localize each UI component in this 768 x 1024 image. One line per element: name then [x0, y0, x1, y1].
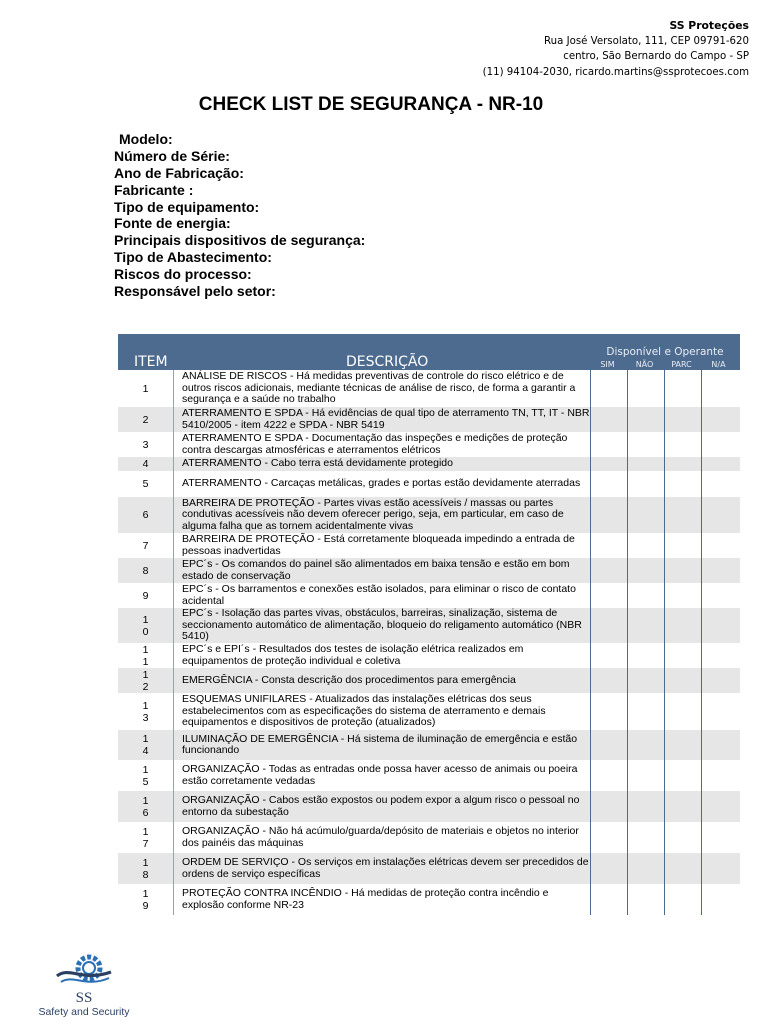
table-row	[118, 533, 740, 558]
check-cell-na[interactable]	[701, 432, 740, 457]
item-number-text: 11	[142, 643, 149, 668]
check-cell-na[interactable]	[701, 533, 740, 558]
check-cell-sim[interactable]	[590, 558, 627, 583]
item-number-text: 17	[142, 825, 149, 850]
check-cell-sim[interactable]	[590, 791, 627, 822]
table-row	[118, 497, 740, 533]
description-text: ORGANIZAÇÃO - Todas as entradas onde possa haver acesso de animais ou poeira estão corretamente vedadas	[182, 763, 578, 787]
row-item-number	[118, 853, 174, 884]
header-na: N/A	[711, 360, 726, 369]
field-numero-serie: Número de Série:	[114, 147, 230, 164]
check-cell-parc[interactable]	[664, 608, 701, 643]
check-cell-nao[interactable]	[627, 668, 664, 693]
header-item: ITEM	[134, 354, 168, 370]
company-info	[483, 18, 749, 80]
check-cell-nao[interactable]	[627, 693, 664, 730]
row-description	[174, 497, 590, 533]
description-text: ATERRAMENTO E SPDA - Há evidências de qual tipo de aterramento TN, TT, IT - NBR 5410/2005 - item 4222 e SPDA - NBR 5419	[182, 407, 590, 431]
check-cell-parc[interactable]	[664, 791, 701, 822]
check-cell-nao[interactable]	[627, 730, 664, 760]
description-text: BARREIRA DE PROTEÇÃO - Partes vivas estão acessíveis / massas ou partes condutivas acessíveis não devem oferecer perigo, seja, em particular, em caso de alguma falha que as tornem acidentalmente vivas	[182, 497, 564, 532]
check-cell-parc[interactable]	[664, 668, 701, 693]
check-cell-na[interactable]	[701, 760, 740, 791]
check-cell-sim[interactable]	[590, 533, 627, 558]
check-cell-na[interactable]	[701, 791, 740, 822]
check-cell-parc[interactable]	[664, 853, 701, 884]
check-cell-nao[interactable]	[627, 760, 664, 791]
row-description	[174, 822, 590, 853]
check-cell-nao[interactable]	[627, 853, 664, 884]
equipment-fields	[114, 131, 365, 300]
header-sim: SIM	[600, 360, 615, 369]
table-row	[118, 791, 740, 822]
row-item-number	[118, 471, 174, 497]
check-cell-na[interactable]	[701, 457, 740, 471]
description-text: EPC´s - Os barramentos e conexões estão isolados, para eliminar o risco de contato acidental	[182, 583, 576, 607]
row-item-number	[118, 791, 174, 822]
check-cell-nao[interactable]	[627, 822, 664, 853]
checklist-table	[118, 334, 740, 915]
row-item-number	[118, 497, 174, 533]
table-row	[118, 884, 740, 915]
header-parc: PARC	[671, 360, 692, 369]
description-text: ORGANIZAÇÃO - Não há acúmulo/guarda/depósito de materiais e objetos no interior dos painéis das máquinas	[182, 825, 579, 849]
check-cell-parc[interactable]	[664, 432, 701, 457]
check-cell-sim[interactable]	[590, 432, 627, 457]
row-description	[174, 471, 590, 497]
table-row	[118, 432, 740, 457]
logo-text: SS	[75, 990, 93, 1006]
row-description	[174, 407, 590, 432]
table-row	[118, 558, 740, 583]
field-ano-fabricacao: Ano de Fabricação:	[114, 164, 244, 181]
header-disponivel-operante: Disponível e Operante	[606, 346, 724, 358]
check-cell-parc[interactable]	[664, 471, 701, 497]
row-description	[174, 558, 590, 583]
item-number-text: 2	[142, 413, 149, 426]
table-row	[118, 668, 740, 693]
row-description	[174, 668, 590, 693]
check-cell-sim[interactable]	[590, 471, 627, 497]
row-description	[174, 432, 590, 457]
row-description	[174, 533, 590, 558]
check-cell-nao[interactable]	[627, 791, 664, 822]
field-responsavel-setor: Responsável pelo setor:	[114, 283, 276, 300]
gear-logo-icon	[53, 952, 115, 990]
check-cell-nao[interactable]	[627, 608, 664, 643]
description-text: EPC´s - Isolação das partes vivas, obstáculos, barreiras, sinalização, sistema de seccionamento automático de alimentação, bloqueio do religamento automático (NBR 5410)	[182, 608, 582, 643]
row-description	[174, 693, 590, 730]
check-cell-nao[interactable]	[627, 643, 664, 668]
check-cell-nao[interactable]	[627, 471, 664, 497]
check-cell-parc[interactable]	[664, 693, 701, 730]
table-header	[118, 334, 740, 370]
table-row	[118, 822, 740, 853]
description-text: ATERRAMENTO E SPDA - Documentação das inspeções e medições de proteção contra descargas atmosféricas e aterramentos elétricos	[182, 432, 568, 456]
table-row	[118, 853, 740, 884]
item-number-text: 16	[142, 794, 149, 819]
row-item-number	[118, 730, 174, 760]
field-modelo: Modelo:	[119, 131, 173, 147]
check-cell-na[interactable]	[701, 558, 740, 583]
check-cell-sim[interactable]	[590, 457, 627, 471]
item-number-text: 4	[142, 458, 149, 470]
check-cell-na[interactable]	[701, 583, 740, 608]
field-riscos-processo: Riscos do processo:	[114, 266, 252, 283]
row-item-number	[118, 643, 174, 668]
description-text: ILUMINAÇÃO DE EMERGÊNCIA - Há sistema de iluminação de emergência e estão funcionando	[182, 732, 578, 756]
row-description	[174, 760, 590, 791]
item-number-text: 15	[142, 763, 149, 788]
item-number-text: 8	[142, 564, 149, 577]
company-name: SS Proteções	[669, 19, 749, 32]
table-row	[118, 693, 740, 730]
row-item-number	[118, 457, 174, 471]
row-item-number	[118, 693, 174, 730]
check-cell-sim[interactable]	[590, 643, 627, 668]
table-row	[118, 407, 740, 432]
check-cell-sim[interactable]	[590, 760, 627, 791]
check-cell-na[interactable]	[701, 730, 740, 760]
check-cell-nao[interactable]	[627, 533, 664, 558]
document-title: CHECK LIST DE SEGURANÇA - NR-10	[198, 94, 544, 115]
check-cell-na[interactable]	[701, 853, 740, 884]
description-text: PROTEÇÃO CONTRA INCÊNDIO - Há medidas de proteção contra incêndio e explosão conforme NR-23	[182, 887, 549, 911]
description-text: EMERGÊNCIA - Consta descrição dos procedimentos para emergência	[182, 673, 516, 686]
table-row	[118, 608, 740, 643]
check-cell-nao[interactable]	[627, 884, 664, 915]
row-item-number	[118, 884, 174, 915]
company-address: Rua José Versolato, 111, CEP 09791-620	[544, 35, 749, 47]
row-description	[174, 608, 590, 643]
description-text: EPC´s - Os comandos do painel são alimentados em baixa tensão e estão em bom estado de conservação	[182, 558, 570, 582]
table-row	[118, 471, 740, 497]
row-description	[174, 730, 590, 760]
description-text: BARREIRA DE PROTEÇÃO - Está corretamente bloqueada impedindo a entrada de pessoas inadvertidas	[182, 533, 575, 557]
item-number-text: 7	[142, 539, 149, 552]
item-number-text: 14	[142, 733, 149, 757]
item-number-text: 5	[142, 478, 149, 490]
item-number-text: 10	[142, 613, 149, 638]
table-body	[118, 370, 740, 915]
row-item-number	[118, 407, 174, 432]
description-text: ESQUEMAS UNIFILARES - Atualizados das instalações elétricas dos seus estabelecimentos com as especificações do sistema de aterramento e demais equipamentos e dispositivos de proteção (atualizados)	[182, 693, 546, 729]
field-tipo-abastecimento: Tipo de Abastecimento:	[114, 249, 272, 266]
check-cell-parc[interactable]	[664, 407, 701, 432]
description-text: ATERRAMENTO - Carcaças metálicas, grades e portas estão devidamente aterradas	[182, 477, 581, 490]
item-number-text: 18	[142, 856, 149, 881]
check-cell-na[interactable]	[701, 608, 740, 643]
header-nao: NÃO	[635, 360, 654, 369]
check-cell-parc[interactable]	[664, 497, 701, 533]
check-cell-parc[interactable]	[664, 558, 701, 583]
check-cell-sim[interactable]	[590, 884, 627, 915]
check-cell-na[interactable]	[701, 884, 740, 915]
item-number-text: 19	[142, 887, 149, 912]
row-item-number	[118, 583, 174, 608]
item-number-text: 1	[142, 382, 149, 395]
row-description	[174, 457, 590, 471]
check-cell-na[interactable]	[701, 693, 740, 730]
check-cell-parc[interactable]	[664, 457, 701, 471]
company-city: centro, São Bernardo do Campo - SP	[563, 51, 749, 62]
row-item-number	[118, 668, 174, 693]
table-row	[118, 760, 740, 791]
check-cell-nao[interactable]	[627, 583, 664, 608]
check-cell-sim[interactable]	[590, 497, 627, 533]
check-cell-sim[interactable]	[590, 668, 627, 693]
table-row	[118, 457, 740, 471]
row-item-number	[118, 558, 174, 583]
check-cell-parc[interactable]	[664, 370, 701, 407]
check-cell-sim[interactable]	[590, 608, 627, 643]
item-number-text: 9	[142, 589, 149, 602]
table-row	[118, 730, 740, 760]
row-description	[174, 791, 590, 822]
row-item-number	[118, 533, 174, 558]
check-cell-sim[interactable]	[590, 730, 627, 760]
check-cell-nao[interactable]	[627, 497, 664, 533]
check-cell-na[interactable]	[701, 497, 740, 533]
table-row	[118, 643, 740, 668]
check-cell-na[interactable]	[701, 471, 740, 497]
description-text: EPC´s e EPI´s - Resultados dos testes de isolação elétrica realizados em equipamentos de proteção individual e coletiva	[182, 643, 524, 667]
check-cell-parc[interactable]	[664, 760, 701, 791]
description-text: ATERRAMENTO - Cabo terra está devidamente protegido	[182, 457, 453, 470]
row-item-number	[118, 822, 174, 853]
check-cell-sim[interactable]	[590, 407, 627, 432]
company-logo	[34, 952, 134, 1018]
check-cell-parc[interactable]	[664, 884, 701, 915]
check-cell-na[interactable]	[701, 370, 740, 407]
check-cell-parc[interactable]	[664, 730, 701, 760]
item-number-text: 3	[142, 438, 149, 451]
field-fonte-energia: Fonte de energia:	[114, 215, 231, 232]
row-item-number	[118, 760, 174, 791]
header-descricao: DESCRIÇÃO	[346, 354, 429, 370]
check-cell-parc[interactable]	[664, 533, 701, 558]
field-tipo-equipamento: Tipo de equipamento:	[114, 198, 260, 215]
check-cell-sim[interactable]	[590, 822, 627, 853]
check-cell-na[interactable]	[701, 668, 740, 693]
row-item-number	[118, 370, 174, 407]
row-description	[174, 853, 590, 884]
check-cell-na[interactable]	[701, 407, 740, 432]
check-cell-nao[interactable]	[627, 457, 664, 471]
check-cell-parc[interactable]	[664, 643, 701, 668]
item-number-text: 12	[142, 668, 149, 693]
field-dispositivos-seguranca: Principais dispositivos de segurança:	[114, 232, 366, 249]
check-cell-nao[interactable]	[627, 370, 664, 407]
check-cell-sim[interactable]	[590, 370, 627, 407]
field-fabricante: Fabricante :	[114, 181, 194, 198]
table-row	[118, 370, 740, 407]
item-number-text: 13	[142, 699, 149, 724]
item-number-text: 6	[142, 509, 149, 521]
row-item-number	[118, 608, 174, 643]
row-description	[174, 643, 590, 668]
row-description	[174, 370, 590, 407]
check-cell-sim[interactable]	[590, 853, 627, 884]
check-cell-nao[interactable]	[627, 407, 664, 432]
row-description	[174, 884, 590, 915]
check-cell-parc[interactable]	[664, 583, 701, 608]
description-text: ANÁLISE DE RISCOS - Há medidas preventivas de controle do risco elétrico e de outros riscos adicionais, mediante técnicas de análise de risco, de forma a garantir a segurança e a saúde no trabalho	[182, 370, 576, 406]
check-cell-sim[interactable]	[590, 583, 627, 608]
check-cell-nao[interactable]	[627, 432, 664, 457]
check-cell-na[interactable]	[701, 643, 740, 668]
check-cell-na[interactable]	[701, 822, 740, 853]
check-cell-parc[interactable]	[664, 822, 701, 853]
check-cell-nao[interactable]	[627, 558, 664, 583]
description-text: ORDEM DE SERVIÇO - Os serviços em instalações elétricas devem ser precedidos de ordens de serviço específicas	[182, 856, 589, 880]
row-description	[174, 583, 590, 608]
description-text: ORGANIZAÇÃO - Cabos estão expostos ou podem expor a algum risco o pessoal no entorno da subestação	[182, 794, 580, 818]
row-item-number	[118, 432, 174, 457]
table-row	[118, 583, 740, 608]
check-cell-sim[interactable]	[590, 693, 627, 730]
company-contact: (11) 94104-2030, ricardo.martins@ssprotecoes.com	[482, 66, 749, 78]
logo-tagline: Safety and Security	[38, 1006, 130, 1018]
